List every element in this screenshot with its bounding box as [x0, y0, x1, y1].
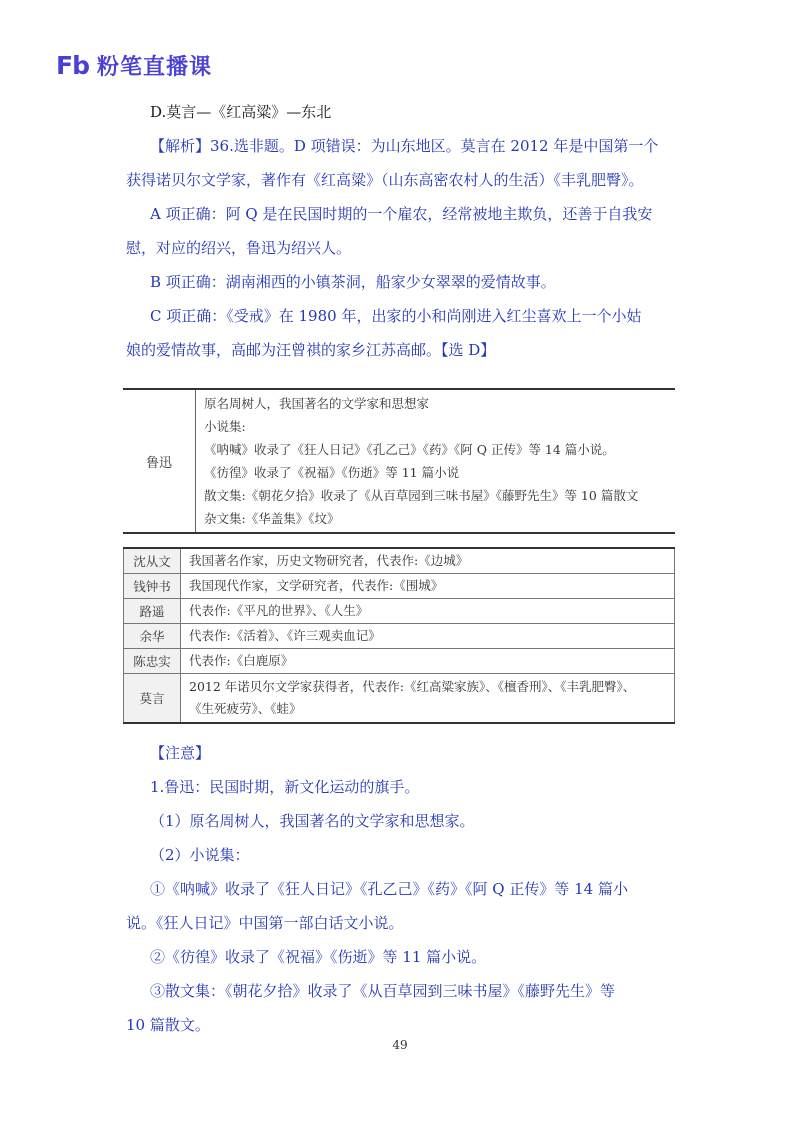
notes-line: （2）小说集：: [150, 846, 250, 864]
luxun-line: 《呐喊》收录了《狂人日记》《孔乙己》《药》《阿 Q 正传》等 14 篇小说。: [204, 442, 615, 457]
table-row: [124, 574, 675, 599]
author-desc: 代表作:《平凡的世界》、《人生》: [181, 599, 675, 624]
author-desc: 我国著名作家，历史文物研究者，代表作:《边城》: [181, 548, 675, 574]
luxun-line: 《彷徨》收录了《祝福》《伤逝》等 11 篇小说: [204, 465, 460, 480]
notes-line: ①《呐喊》收录了《狂人日记》《孔乙己》《药》《阿 Q 正传》等 14 篇小: [150, 880, 628, 898]
option-d: D.莫言—《红高粱》—东北: [150, 103, 332, 121]
author-name: 路遥: [124, 599, 181, 624]
author-name: 余华: [124, 624, 181, 649]
notes-line: 说。《狂人日记》中国第一部白话文小说。: [126, 914, 404, 932]
table-row: [124, 599, 675, 624]
author-name: 莫言: [124, 674, 181, 724]
luxun-name-cell: 鲁迅: [123, 390, 196, 532]
authors-table: [123, 547, 675, 724]
table-row: [124, 624, 675, 649]
logo-text: 粉笔直播课: [96, 55, 212, 80]
table-row: [124, 548, 675, 574]
author-desc: 代表作:《白鹿原》: [181, 649, 675, 674]
author-name: 钱钟书: [124, 574, 181, 599]
analysis-b-line: B 项正确：湖南湘西的小镇茶洞，船家少女翠翠的爱情故事。: [150, 273, 556, 291]
author-name: 沈从文: [124, 548, 181, 574]
notes-line: 10 篇散文。: [126, 1016, 210, 1034]
notes-line: 1.鲁迅：民国时期，新文化运动的旗手。: [150, 778, 420, 796]
analysis-a-line-1: A 项正确：阿 Q 是在民国时期的一个雇农，经常被地主欺负，还善于自我安: [150, 205, 653, 223]
notes-line: ③散文集：《朝花夕拾》收录了《从百草园到三味书屋》《藤野先生》等: [150, 982, 616, 1000]
author-name: 陈忠实: [124, 649, 181, 674]
analysis-line-1: 【解析】36.选非题。D 项错误：为山东地区。莫言在 2012 年是中国第一个: [150, 137, 659, 155]
analysis-line-2: 获得诺贝尔文学家，著作有《红高粱》（山东高密农村人的生活）《丰乳肥臀》。: [126, 171, 644, 189]
notes-line: （1）原名周树人，我国著名的文学家和思想家。: [150, 812, 475, 830]
analysis-c-line-1: C 项正确：《受戒》在 1980 年，出家的小和尚刚进入红尘喜欢上一个小姑: [150, 307, 642, 325]
luxun-content-cell: [196, 390, 675, 532]
author-desc: 代表作:《活着》、《许三观卖血记》: [181, 624, 675, 649]
author-desc: 2012 年诺贝尔文学家获得者，代表作:《红高粱家族》、《檀香刑》、《丰乳肥臀》、: [189, 679, 636, 694]
author-desc-cell: [181, 674, 675, 724]
logo-mark: Fb: [56, 51, 89, 80]
page-number: 49: [392, 1038, 408, 1052]
luxun-table: [123, 388, 675, 534]
brand-logo: [56, 50, 212, 81]
luxun-line: 原名周树人，我国著名的文学家和思想家: [204, 396, 430, 411]
notes-title: 【注意】: [150, 744, 211, 762]
notes-line: ②《彷徨》收录了《祝福》《伤逝》等 11 篇小说。: [150, 948, 487, 966]
author-desc-continued: 《生死疲劳》、《蛙》: [189, 701, 302, 716]
luxun-line: 杂文集:《华盖集》《坟》: [204, 511, 340, 526]
author-desc: 我国现代作家，文学研究者，代表作:《围城》: [181, 574, 675, 599]
table-row: [124, 674, 675, 724]
analysis-a-line-2: 慰，对应的绍兴，鲁迅为绍兴人。: [126, 239, 352, 257]
table-row: [124, 649, 675, 674]
luxun-line: 散文集:《朝花夕拾》收录了《从百草园到三味书屋》《藤野先生》等 10 篇散文: [204, 488, 639, 503]
analysis-c-line-2: 娘的爱情故事，高邮为汪曾祺的家乡江苏高邮。【选 D】: [126, 341, 496, 359]
luxun-line: 小说集:: [204, 419, 246, 434]
